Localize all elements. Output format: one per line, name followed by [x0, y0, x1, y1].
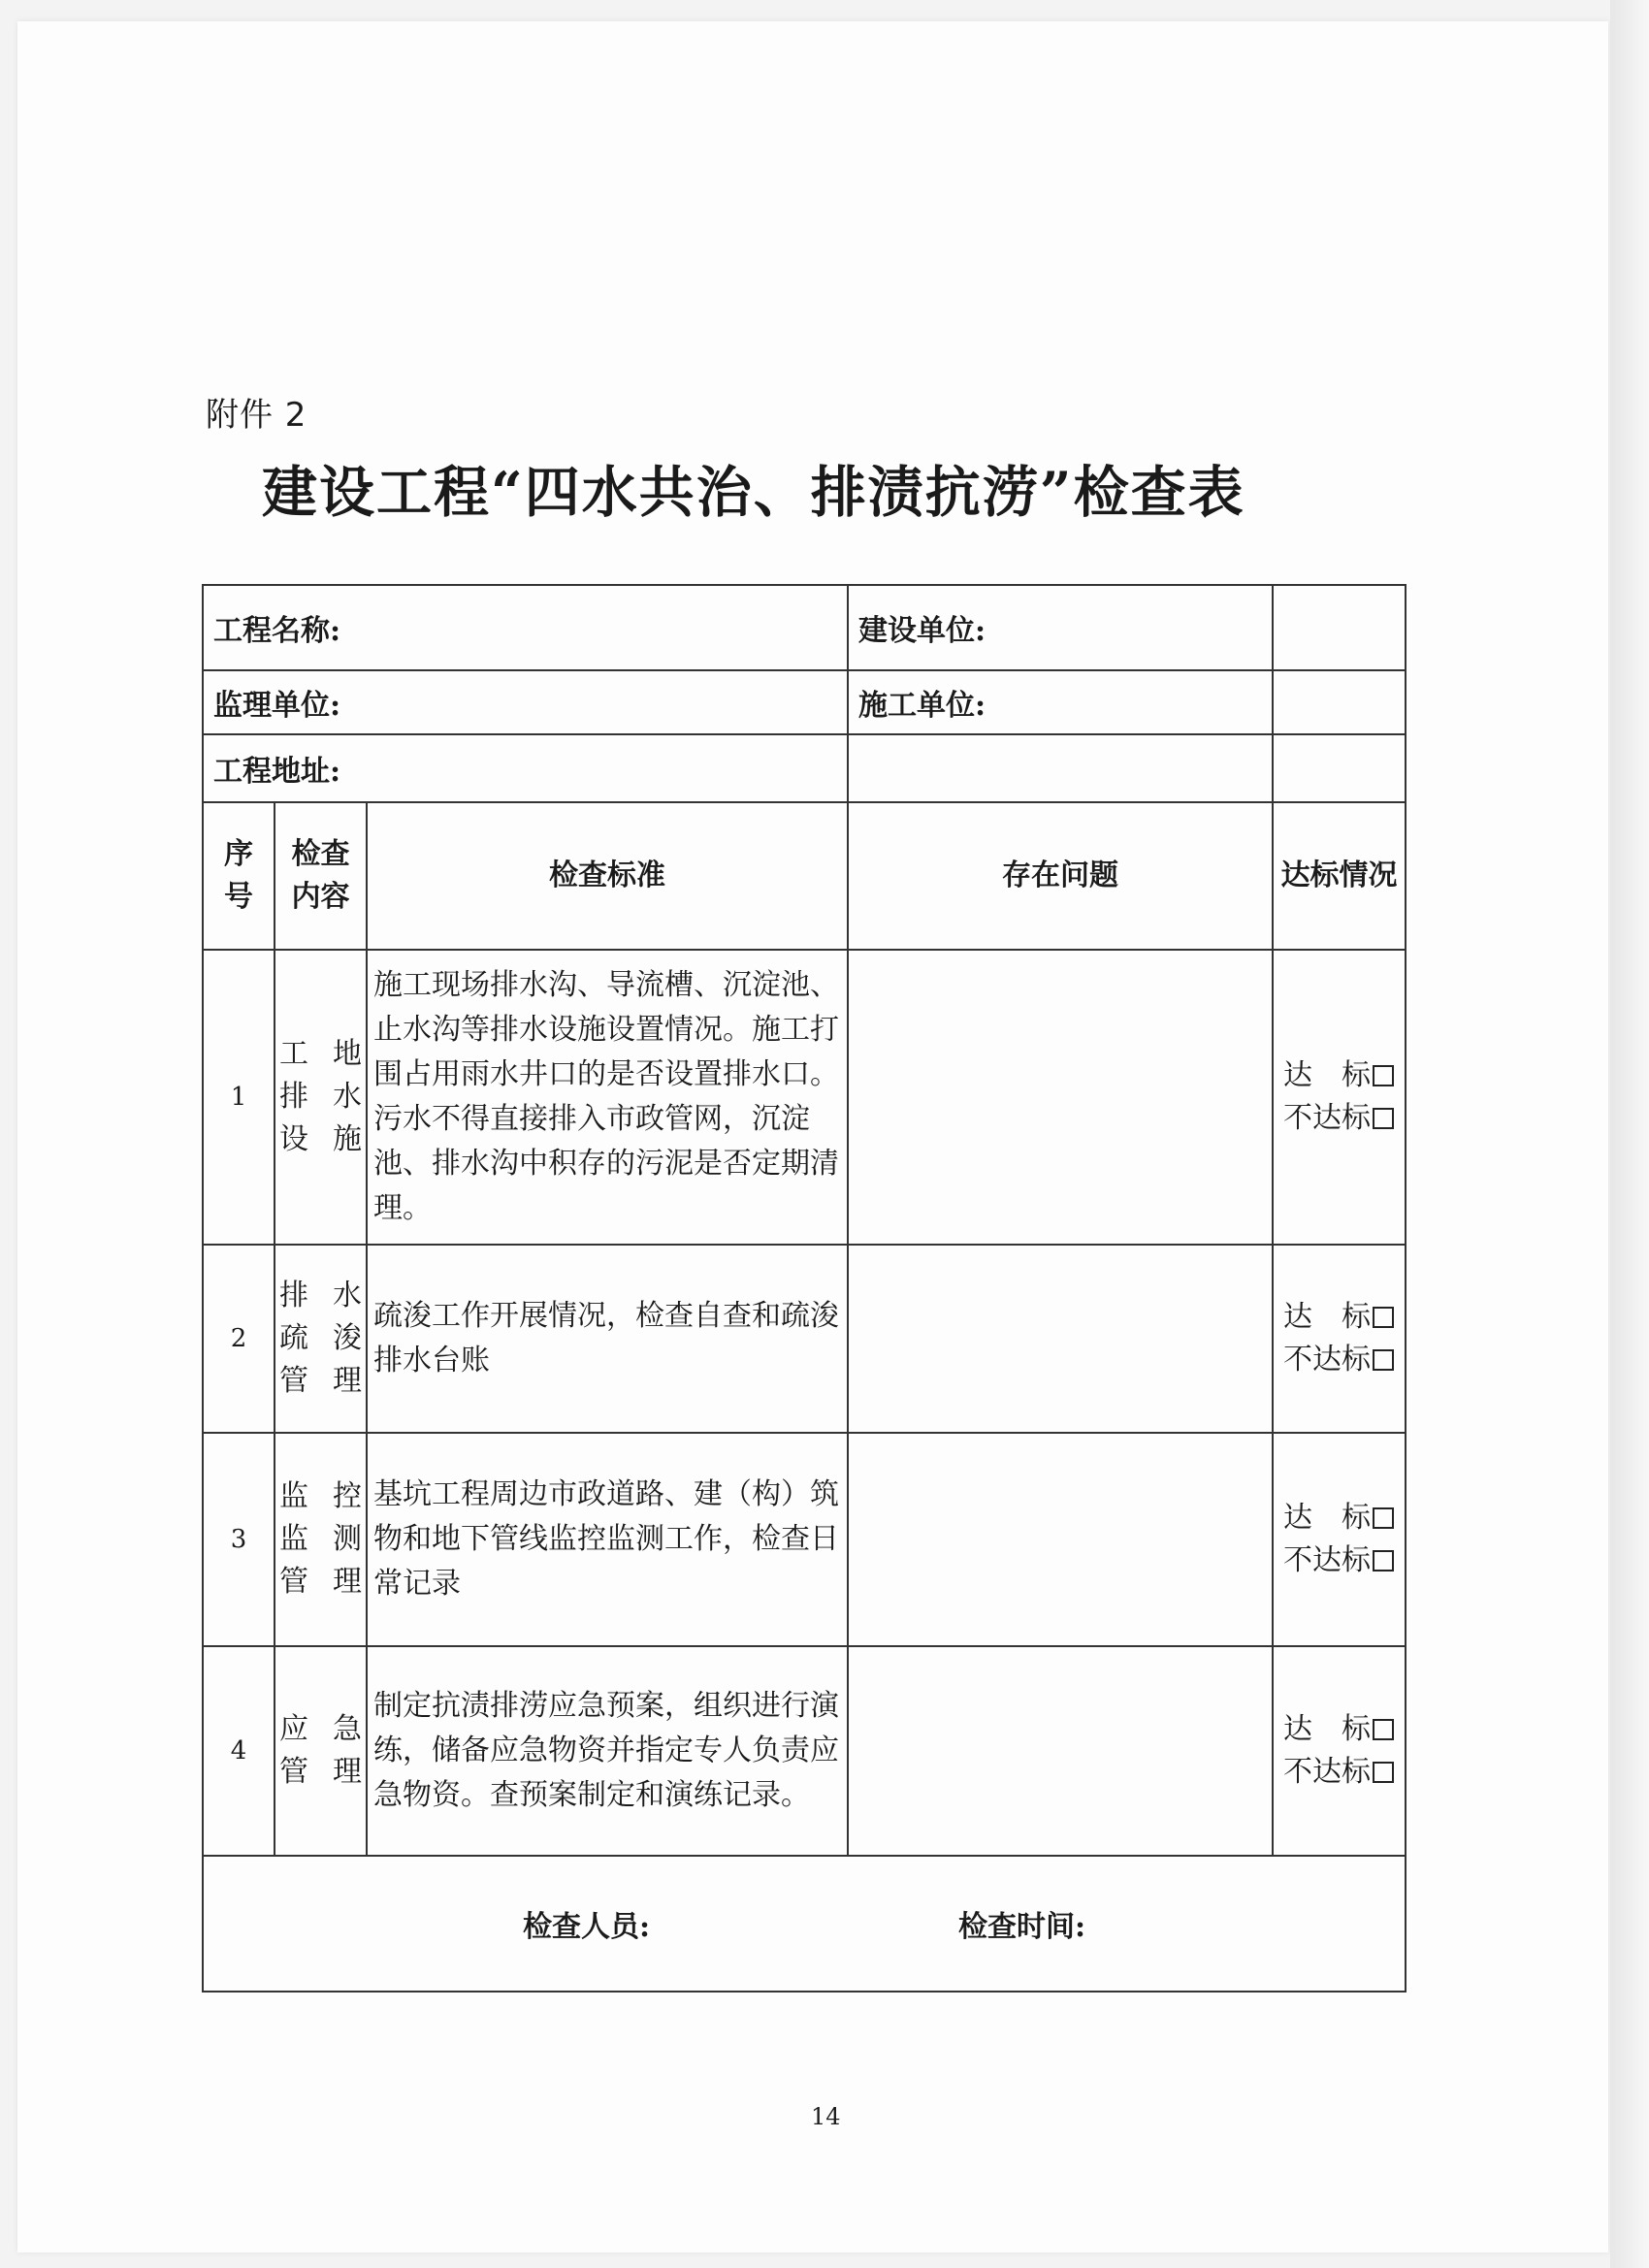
contractor-label: 施工单位:: [858, 689, 986, 723]
row-standard: 制定抗渍排涝应急预案，组织进行演练，储备应急物资并指定专人负责应急物资。查预案制定和演练记录。: [367, 1646, 848, 1856]
status-fail-label: 不达标: [1283, 1543, 1372, 1577]
header-content: 检查内容: [275, 802, 367, 950]
address-extra-cell[interactable]: [848, 734, 1273, 802]
status-fail-label: 不达标: [1283, 1101, 1372, 1135]
row-status-cell: [1273, 1433, 1406, 1646]
fail-checkbox[interactable]: [1373, 1762, 1394, 1783]
form-title: 建设工程“四水共治、排渍抗涝”检查表: [262, 460, 1245, 525]
row-content: 工地排水设施: [275, 950, 367, 1245]
status-fail-label: 不达标: [1283, 1343, 1372, 1377]
signature-cell[interactable]: [203, 1856, 1406, 1992]
header-standard: 检查标准: [367, 802, 848, 950]
column-header-row: [203, 802, 1406, 950]
supervisor-label: 监理单位:: [213, 689, 341, 723]
row-standard: 基坑工程周边市政道路、建（构）筑物和地下管线监控监测工作，检查日常记录: [367, 1433, 848, 1646]
supervisor-cell[interactable]: [203, 670, 848, 734]
row-content: 应急管理: [275, 1646, 367, 1856]
row-seq: 2: [203, 1245, 275, 1433]
row-problems-cell[interactable]: [848, 1245, 1273, 1433]
info-row-supervisor: [203, 670, 1406, 734]
table-row: [203, 1433, 1406, 1646]
pass-checkbox[interactable]: [1373, 1065, 1394, 1086]
fail-checkbox[interactable]: [1373, 1108, 1394, 1129]
address-cell[interactable]: [203, 734, 848, 802]
pass-checkbox[interactable]: [1373, 1719, 1394, 1740]
table-row: [203, 1245, 1406, 1433]
row-content: 监控监测管理: [275, 1433, 367, 1646]
row-status-cell: [1273, 950, 1406, 1245]
pass-checkbox[interactable]: [1373, 1307, 1394, 1328]
builder-label: 建设单位:: [858, 614, 986, 648]
pass-checkbox[interactable]: [1373, 1507, 1394, 1529]
inspection-table: [202, 584, 1406, 1993]
builder-value-cell[interactable]: [1273, 585, 1406, 670]
address-extra-cell-2[interactable]: [1273, 734, 1406, 802]
header-status: 达标情况: [1273, 802, 1406, 950]
row-seq: 3: [203, 1433, 275, 1646]
header-seq: 序号: [203, 802, 275, 950]
row-standard: 施工现场排水沟、导流槽、沉淀池、止水沟等排水设施设置情况。施工打围占用雨水井口的是否设置排水口。污水不得直接排入市政管网，沉淀池、排水沟中积存的污泥是否定期清理。: [367, 950, 848, 1245]
contractor-cell[interactable]: [848, 670, 1273, 734]
status-fail-label: 不达标: [1283, 1755, 1372, 1789]
fail-checkbox[interactable]: [1373, 1550, 1394, 1571]
annex-label: 附件 2: [206, 396, 307, 435]
status-pass-label: 达 标: [1283, 1058, 1372, 1092]
inspector-label: 检查人员:: [522, 1910, 651, 1944]
row-problems-cell[interactable]: [848, 1433, 1273, 1646]
row-seq: 4: [203, 1646, 275, 1856]
project-name-cell[interactable]: [203, 585, 848, 670]
row-problems-cell[interactable]: [848, 950, 1273, 1245]
header-problems: 存在问题: [848, 802, 1273, 950]
status-pass-label: 达 标: [1283, 1300, 1372, 1334]
row-content: 排水疏浚管理: [275, 1245, 367, 1433]
status-pass-label: 达 标: [1283, 1712, 1372, 1746]
builder-cell[interactable]: [848, 585, 1273, 670]
fail-checkbox[interactable]: [1373, 1349, 1394, 1371]
row-standard: 疏浚工作开展情况，检查自查和疏浚排水台账: [367, 1245, 848, 1433]
page-edge-shadow: [1610, 0, 1649, 2268]
inspection-time-label: 检查时间:: [957, 1910, 1086, 1944]
table-row: [203, 1646, 1406, 1856]
status-pass-label: 达 标: [1283, 1501, 1372, 1535]
row-status-cell: [1273, 1646, 1406, 1856]
table-row: [203, 950, 1406, 1245]
page-number: 14: [811, 2103, 841, 2130]
project-name-label: 工程名称:: [213, 614, 341, 648]
row-status-cell: [1273, 1245, 1406, 1433]
row-seq: 1: [203, 950, 275, 1245]
signature-row: [203, 1856, 1406, 1992]
contractor-value-cell[interactable]: [1273, 670, 1406, 734]
info-row-address: [203, 734, 1406, 802]
info-row-project: [203, 585, 1406, 670]
row-problems-cell[interactable]: [848, 1646, 1273, 1856]
address-label: 工程地址:: [213, 755, 341, 789]
